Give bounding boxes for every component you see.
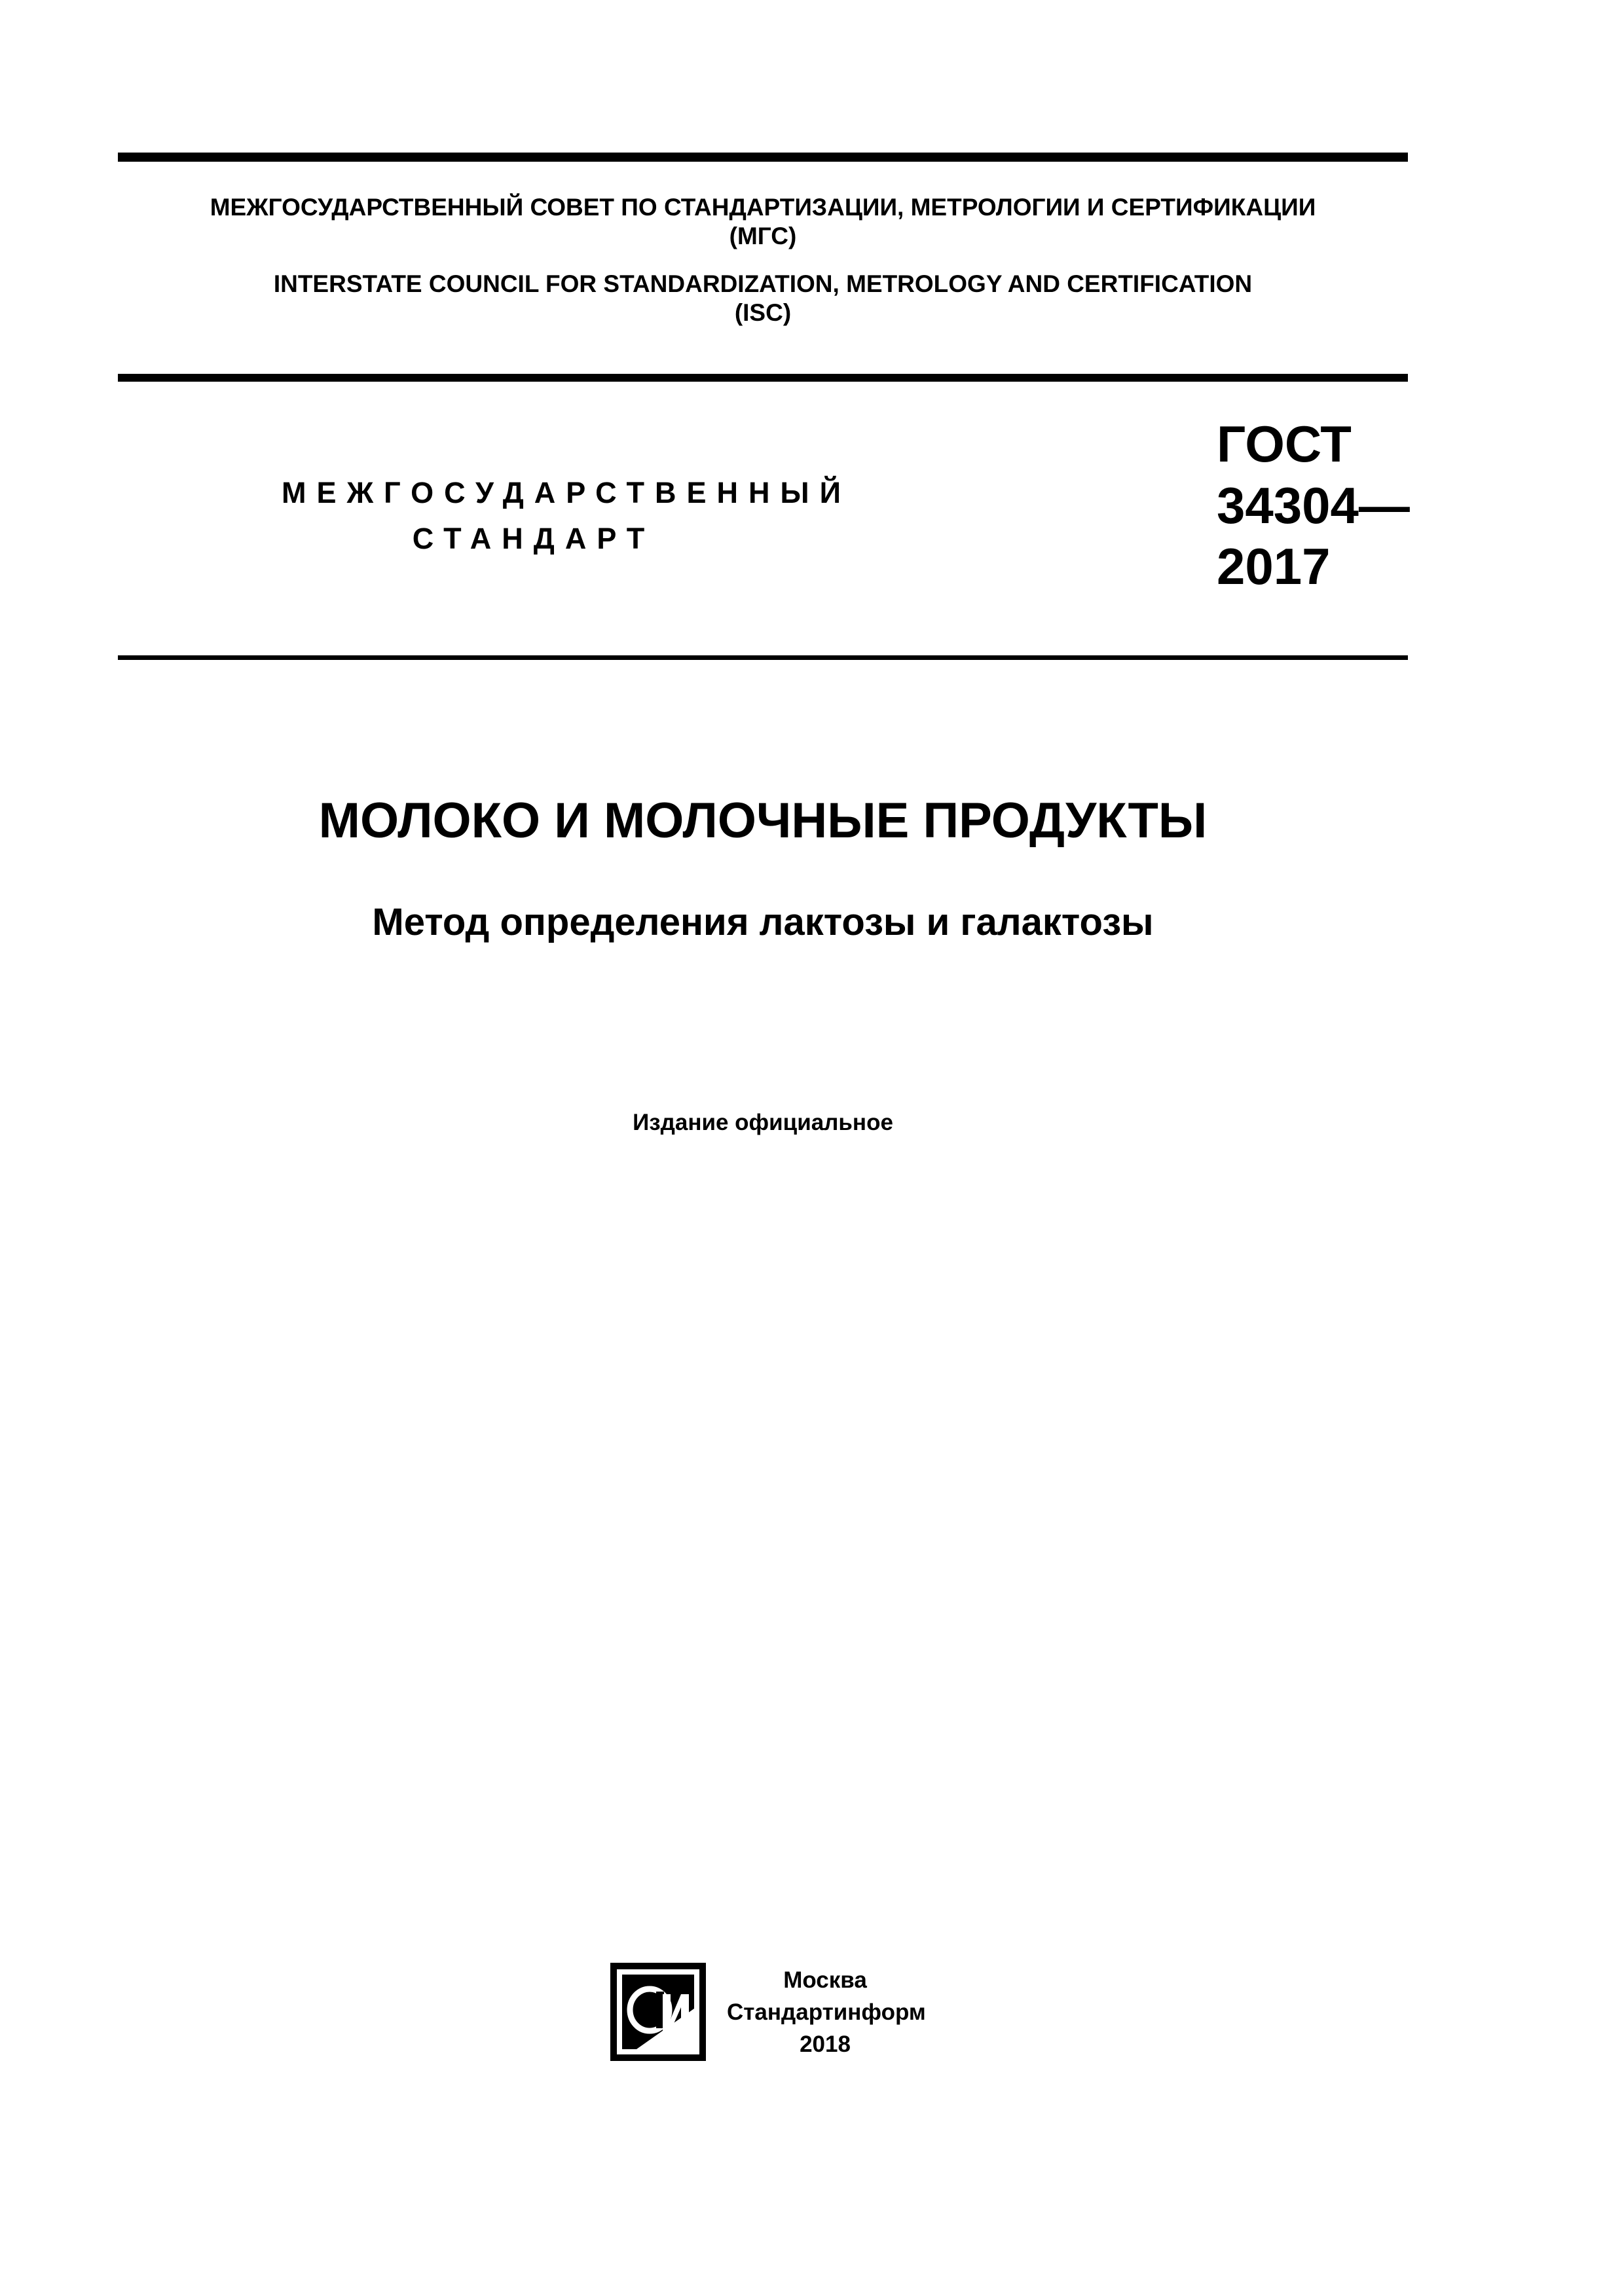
designation-number: 34304— <box>1217 476 1410 534</box>
document-title: МОЛОКО И МОЛОЧНЫЕ ПРОДУКТЫ <box>318 793 1208 848</box>
standard-designation <box>1217 414 1410 598</box>
imprint-city: Москва <box>783 1967 867 1993</box>
bottom-rule <box>118 655 1408 660</box>
council-header <box>118 193 1408 328</box>
council-abbr-ru: (МГС) <box>729 223 797 250</box>
edition-label: Издание официальное <box>633 1110 893 1135</box>
council-name-ru: МЕЖГОСУДАРСТВЕННЫЙ СОВЕТ ПО СТАНДАРТИЗАЦИИ, МЕТРОЛОГИИ И СЕРТИФИКАЦИИ <box>210 194 1316 221</box>
imprint <box>727 1964 926 2060</box>
designation-year: 2017 <box>1217 538 1331 596</box>
top-rule <box>118 153 1408 162</box>
standartinform-logo-icon <box>610 1963 706 2061</box>
council-name-en: INTERSTATE COUNCIL FOR STANDARDIZATION, METROLOGY AND CERTIFICATION <box>273 270 1253 297</box>
standard-kind <box>282 470 851 562</box>
standard-kind-line2: СТАНДАРТ <box>412 521 655 555</box>
designation-prefix: ГОСТ <box>1217 415 1352 473</box>
middle-rule <box>118 374 1408 382</box>
standard-kind-line1: МЕЖГОСУДАРСТВЕННЫЙ <box>282 476 851 509</box>
council-abbr-en: (ISC) <box>734 299 792 327</box>
document-subtitle: Метод определения лактозы и галактозы <box>372 901 1154 943</box>
imprint-publisher: Стандартинформ <box>727 1999 926 2025</box>
imprint-year: 2018 <box>800 2032 851 2057</box>
council-spacer <box>118 251 1408 270</box>
